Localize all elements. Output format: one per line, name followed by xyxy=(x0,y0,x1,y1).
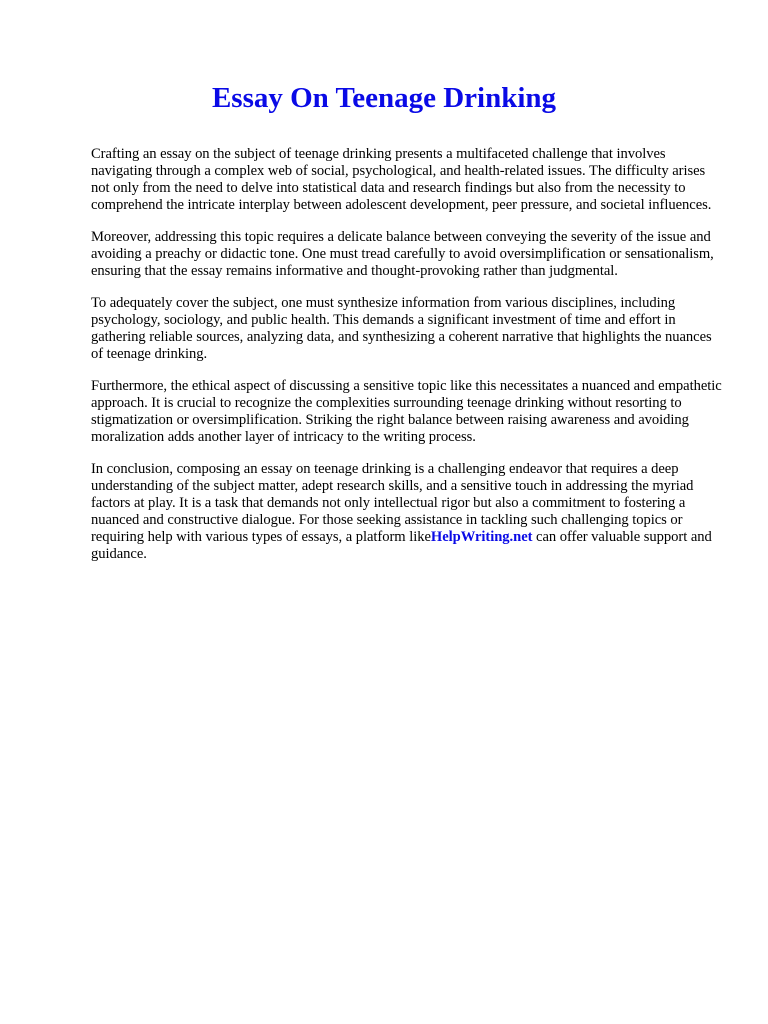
helpwriting-link[interactable]: HelpWriting.net xyxy=(430,529,533,545)
paragraph-3: To adequately cover the subject, one must synthesize information from various disciplines, including psychology, sociology, and public health. This demands a significant investment of time and effort in gathering reliable sources, analyzing data, and synthesizing a coherent narrative that highlights the nuances of teenage drinking. xyxy=(91,295,712,362)
conclusion-tail: can offer valuable support and guidance. xyxy=(91,529,712,562)
paragraph-2: Moreover, addressing this topic requires a delicate balance between conveying the severity of the issue and avoiding a preachy or didactic tone. One must tread carefully to avoid oversimplification or sensationalism, ensuring that the essay remains informative and thought-provoking rather than judgmental. xyxy=(91,229,714,279)
paragraph-conclusion xyxy=(91,461,725,563)
paragraph-1: Crafting an essay on the subject of teenage drinking presents a multifaceted challenge that involves navigating through a complex web of social, psychological, and health-related issues. The difficulty arises not only from the need to delve into statistical data and research findings but also from the necessity to comprehend the intricate interplay between adolescent development, peer pressure, and societal influences. xyxy=(91,146,712,213)
essay-body xyxy=(91,146,725,578)
paragraph-4: Furthermore, the ethical aspect of discussing a sensitive topic like this necessitates a nuanced and empathetic approach. It is crucial to recognize the complexities surrounding teenage drinking without resorting to stigmatization or oversimplification. Striking the right balance between raising awareness and avoiding moralization adds another layer of intricacy to the writing process. xyxy=(91,378,722,445)
conclusion-text: In conclusion, composing an essay on teenage drinking is a challenging endeavor that requires a deep understanding of the subject matter, adept research skills, and a sensitive touch in addressing the myriad factors at play. It is a task that demands not only intellectual rigor but also a commitment to fostering a nuanced and constructive dialogue. For those seeking assistance in tackling such challenging topics or requiring help with various types of essays, a platform like xyxy=(91,461,694,545)
page-title: Essay On Teenage Drinking xyxy=(211,82,557,114)
